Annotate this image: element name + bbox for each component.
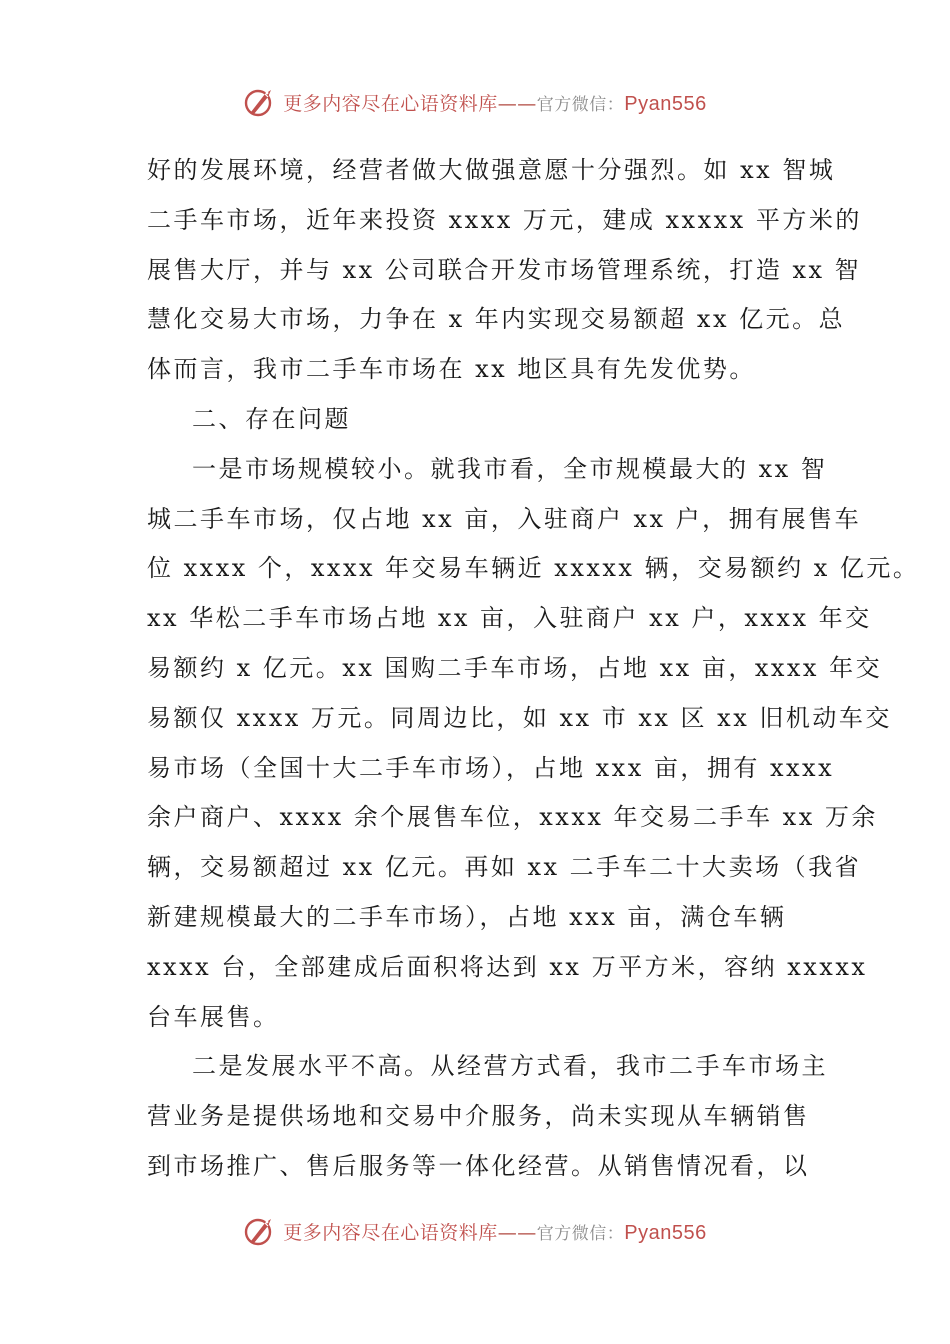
body-line: 台车展售。 <box>147 1002 280 1031</box>
footer-brand: 更多内容尽在心语资料库 <box>283 1221 498 1244</box>
body-line: 城二手车市场，仅占地 xx 亩，入驻商户 xx 户，拥有展售车 <box>147 504 862 533</box>
body-line: xxxx 台，全部建成后面积将达到 xx 万平方米，容纳 xxxxx <box>147 952 868 981</box>
paragraph-first-line: 二是发展水平不高。从经营方式看，我市二手车市场主 <box>192 1052 828 1081</box>
footer-separator: —— <box>497 1221 537 1244</box>
header-banner <box>0 82 950 122</box>
body-line: 位 xxxx 个，xxxx 年交易车辆近 xxxxx 辆，交易额约 x 亿元。 <box>147 554 920 583</box>
paragraph-first-line: 一是市场规模较小。就我市看，全市规模最大的 xx 智 <box>192 454 828 483</box>
header-wechat-label: 官方微信： <box>536 94 625 115</box>
pen-nib-circle-logo-icon <box>243 85 277 119</box>
header-text <box>283 89 706 116</box>
body-line: xx 华松二手车市场占地 xx 亩，入驻商户 xx 户，xxxx 年交 <box>147 604 872 633</box>
footer-wechat-label: 官方微信： <box>536 1223 625 1244</box>
section-heading: 二、存在问题 <box>192 404 351 433</box>
header-separator: —— <box>497 92 537 115</box>
body-line: 易额约 x 亿元。xx 国购二手车市场，占地 xx 亩，xxxx 年交 <box>147 653 883 682</box>
body-line: 好的发展环境，经营者做大做强意愿十分强烈。如 xx 智城 <box>147 156 836 184</box>
header-brand: 更多内容尽在心语资料库 <box>283 92 498 115</box>
body-line: 易市场（全国十大二手车市场），占地 xxx 亩，拥有 xxxx <box>147 753 835 782</box>
body-line: 易额仅 xxxx 万元。同周边比，如 xx 市 xx 区 xx 旧机动车交 <box>147 703 892 732</box>
body-line: 辆，交易额超过 xx 亿元。再如 xx 二手车二十大卖场（我省 <box>147 853 862 882</box>
body-line: 营业务是提供场地和交易中介服务，尚未实现从车辆销售 <box>147 1102 810 1131</box>
body-line: 体而言，我市二手车市场在 xx 地区具有先发优势。 <box>147 355 756 384</box>
body-line: 新建规模最大的二手车市场），占地 xxx 亩，满仓车辆 <box>147 902 787 931</box>
body-line: 展售大厅，并与 xx 公司联合开发市场管理系统，打造 xx 智 <box>147 255 862 284</box>
footer-wechat-id: Pyan556 <box>624 1221 707 1244</box>
footer-banner <box>0 1211 950 1251</box>
body-line: 慧化交易大市场，力争在 x 年内实现交易额超 xx 亿元。总 <box>147 305 846 334</box>
pen-nib-circle-logo-icon <box>243 1214 277 1248</box>
header-wechat-id: Pyan556 <box>624 92 707 115</box>
document-body <box>147 146 920 1192</box>
footer-text <box>283 1218 706 1245</box>
body-line: 二手车市场，近年来投资 xxxx 万元，建成 xxxxx 平方米的 <box>147 205 862 234</box>
body-line: 余户商户、xxxx 余个展售车位，xxxx 年交易二手车 xx 万余 <box>147 803 878 832</box>
body-line: 到市场推广、售后服务等一体化经营。从销售情况看，以 <box>147 1151 810 1180</box>
